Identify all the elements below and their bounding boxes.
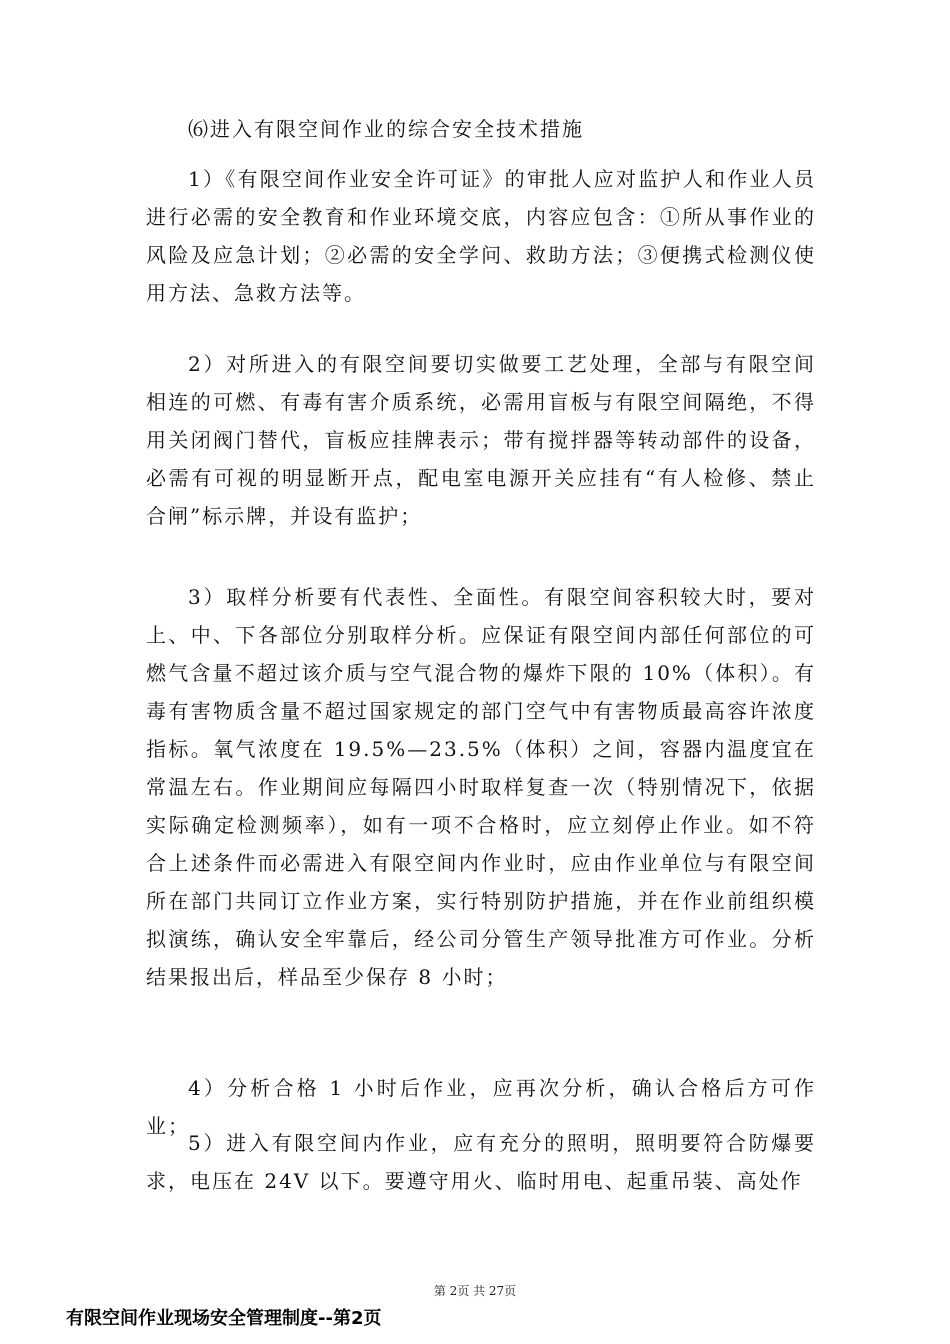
paragraph-1: 1）《有限空间作业安全许可证》的审批人应对监护人和作业人员进行必需的安全教育和作业环境交底，内容应包含：①所从事作业的风险及应急计划；②必需的安全学问、救助方法；③便携式检测仪使用方法、急救方法等。 xyxy=(146,167,816,305)
footer-title: 有限空间作业现场安全管理制度--第2页 xyxy=(66,1308,382,1329)
section-heading: ⑹进入有限空间作业的综合安全技术措施 xyxy=(188,117,584,141)
paragraph-5: 5）进入有限空间内作业，应有充分的照明，照明要符合防爆要求，电压在 24V 以下。要遵守用火、临时用电、起重吊装、高处作 xyxy=(146,1131,816,1193)
page-number: 第 2页 共 27页 xyxy=(433,1284,517,1298)
paragraph-4: 4）分析合格 1 小时后作业，应再次分析，确认合格后方可作业； xyxy=(146,1076,816,1138)
paragraph-2: 2）对所进入的有限空间要切实做要工艺处理，全部与有限空间相连的可燃、有毒有害介质系统，必需用盲板与有限空间隔绝，不得用关闭阀门替代，盲板应挂牌表示；带有搅拌器等转动部件的设备，必需有可视的明显断开点，配电室电源开关应挂有“有人检修、禁止合闸”标示牌，并设有监护； xyxy=(146,352,816,528)
paragraph-3: 3）取样分析要有代表性、全面性。有限空间容积较大时，要对上、中、下各部位分别取样分析。应保证有限空间内部任何部位的可燃气含量不超过该介质与空气混合物的爆炸下限的 10%（体积）。有毒有害物质含量不超过国家规定的部门空气中有害物质最高容许浓度指标。氧气浓度在 19.5%—23.5%（体积）之间，容器内温度宜在常温左右。作业期间应每隔四小时取样复查一次（特别情况下，依据实际确定检测频率），如有一项不合格时，应立刻停止作业。如不符合上述条件而必需进入有限空间内作业时，应由作业单位与有限空间所在部门共同订立作业方案，实行特别防护措施，并在作业前组织模拟演练，确认安全牢靠后，经公司分管生产领导批准方可作业。分析结果报出后，样品至少保存 8 小时； xyxy=(146,585,816,989)
